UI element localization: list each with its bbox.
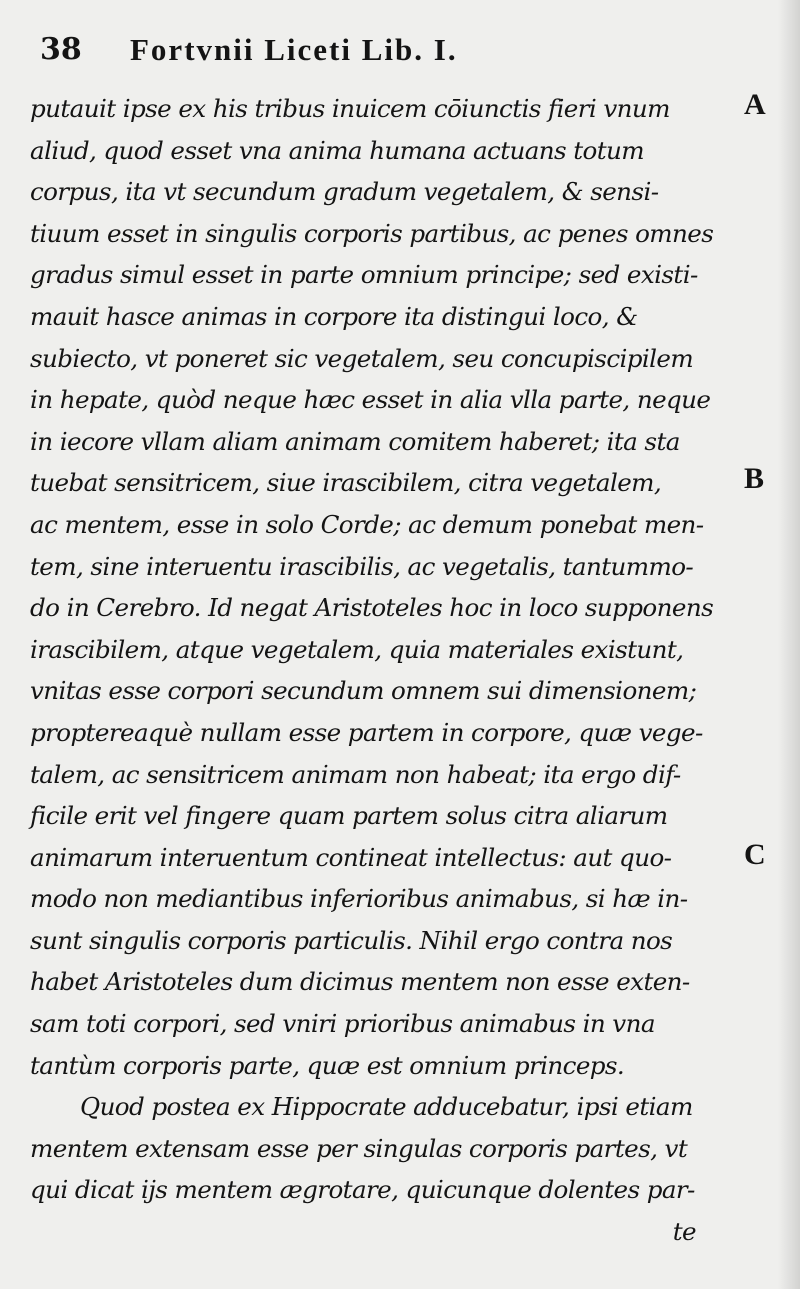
text-line: aliud, quod esset vna anima humana actuans totum (30, 135, 645, 165)
page-edge-shadow (778, 0, 800, 1289)
text-line: tem, sine interuentu irascibilis, ac vegetalis, tantummo- (30, 551, 694, 581)
margin-marker-a: A (744, 88, 766, 121)
text-line: tiuum esset in singulis corporis partibus, ac penes omnes (30, 218, 714, 248)
text-line: putauit ipse ex his tribus inuicem cōiunctis fieri vnum (30, 94, 670, 123)
running-title: Fortvnii Liceti Lib. I. (130, 32, 458, 67)
margin-marker-c: C (744, 838, 766, 871)
text-line: tantùm corporis parte, quæ est omnium princeps. (30, 1050, 625, 1080)
text-line: animarum interuentum contineat intellectus: aut quo- (30, 842, 672, 872)
text-line: mentem extensam esse per singulas corporis partes, vt (30, 1133, 688, 1163)
text-line: sunt singulis corporis particulis. Nihil ergo contra nos (30, 925, 673, 955)
paragraph-start-line: Quod postea ex Hippocrate adducebatur, ipsi etiam (80, 1092, 693, 1122)
body-text (30, 88, 740, 1253)
margin-marker-b: B (744, 462, 765, 495)
text-line: subiecto, vt poneret sic vegetalem, seu concupiscipilem (30, 343, 694, 373)
text-line: ac mentem, esse in solo Corde; ac demum ponebat men- (30, 509, 704, 539)
text-line: habet Aristoteles dum dicimus mentem non esse exten- (30, 967, 690, 997)
running-head (0, 32, 800, 82)
text-line: ficile erit vel fingere quam partem solus citra aliarum (30, 801, 668, 831)
page-number: 38 (40, 32, 82, 67)
text-line: sam toti corpori, sed vniri prioribus animabus in vna (30, 1009, 655, 1039)
text-line: do in Cerebro. Id negat Aristoteles hoc in loco supponens (30, 593, 714, 623)
text-line: mauit hasce animas in corpore ita distingui loco, & (30, 301, 638, 331)
text-line: talem, ac sensitricem animam non habeat; ita ergo dif- (30, 759, 681, 789)
text-line: modo non mediantibus inferioribus animabus, si hæ in- (30, 884, 688, 914)
text-line: in iecore vllam aliam animam comitem haberet; ita sta (30, 426, 680, 456)
text-line: tuebat sensitricem, siue irascibilem, citra vegetalem, (30, 468, 662, 498)
text-line: corpus, ita vt secundum gradum vegetalem, & sensi- (30, 177, 659, 207)
text-line: qui dicat ijs mentem ægrotare, quicunque dolentes par- (30, 1175, 695, 1205)
text-line: irascibilem, atque vegetalem, quia materiales existunt, (30, 634, 684, 664)
text-line: gradus simul esset in parte omnium principe; sed existi- (30, 260, 698, 290)
text-line: vnitas esse corpori secundum omnem sui dimensionem; (30, 676, 697, 706)
text-line: in hepate, quòd neque hæc esset in alia vlla parte, neque (30, 385, 711, 415)
text-line: proptereaquè nullam esse partem in corpore, quæ vege- (30, 717, 703, 747)
catchword: te (672, 1217, 696, 1247)
